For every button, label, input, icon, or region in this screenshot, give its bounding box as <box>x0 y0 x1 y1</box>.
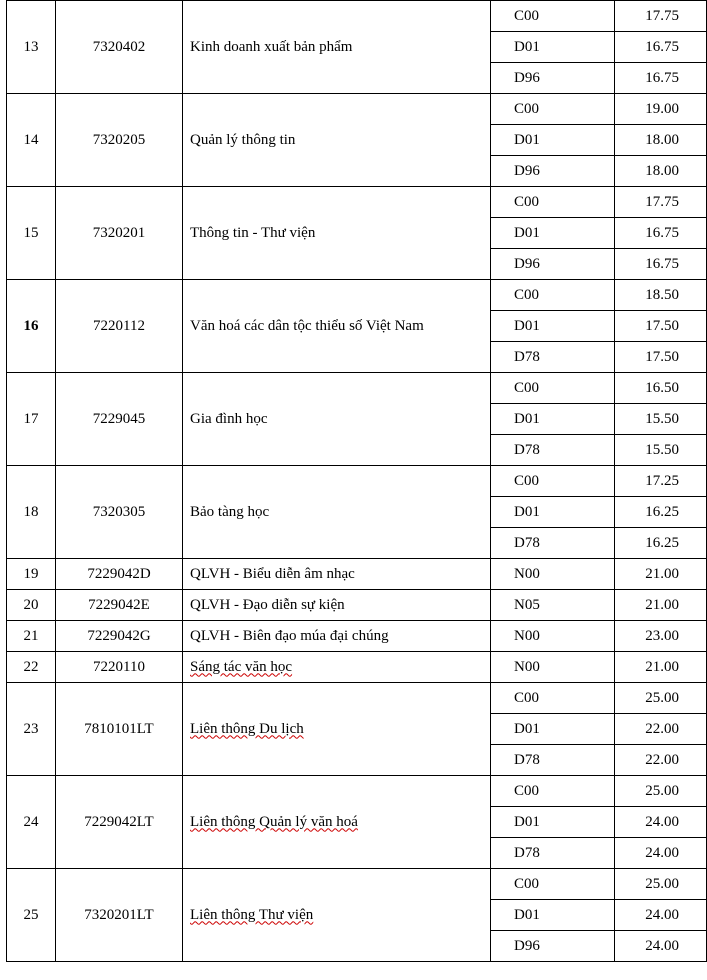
benchmark-score: 18.00 <box>615 125 707 156</box>
benchmark-score: 21.00 <box>615 652 707 683</box>
benchmark-score: 16.75 <box>615 218 707 249</box>
row-number: 16 <box>7 280 56 373</box>
benchmark-score: 23.00 <box>615 621 707 652</box>
subject-combination: C00 <box>491 1 615 32</box>
major-code: 7320205 <box>56 94 183 187</box>
major-code: 7220112 <box>56 280 183 373</box>
major-name <box>183 280 491 373</box>
benchmark-score: 16.50 <box>615 373 707 404</box>
table-row <box>7 621 707 652</box>
benchmark-score: 25.00 <box>615 776 707 807</box>
table-row <box>7 373 707 404</box>
major-name-text: Liên thông Quản lý văn hoá <box>190 813 358 830</box>
subject-combination: D01 <box>491 311 615 342</box>
row-number: 25 <box>7 869 56 962</box>
subject-combination: D78 <box>491 435 615 466</box>
major-name <box>183 373 491 466</box>
benchmark-score: 17.75 <box>615 1 707 32</box>
benchmark-score: 16.25 <box>615 528 707 559</box>
subject-combination: C00 <box>491 466 615 497</box>
major-name <box>183 559 491 590</box>
subject-combination: D78 <box>491 528 615 559</box>
benchmark-score: 25.00 <box>615 683 707 714</box>
subject-combination: N05 <box>491 590 615 621</box>
row-number: 13 <box>7 1 56 94</box>
subject-combination: D01 <box>491 714 615 745</box>
row-number: 14 <box>7 94 56 187</box>
major-name-text: Bảo tàng học <box>190 503 270 520</box>
subject-combination: D01 <box>491 32 615 63</box>
major-name-text: Liên thông Du lịch <box>190 720 304 737</box>
major-name-text: Văn hoá các dân tộc thiểu số Việt Nam <box>190 317 424 334</box>
row-number: 20 <box>7 590 56 621</box>
subject-combination: C00 <box>491 187 615 218</box>
row-number: 17 <box>7 373 56 466</box>
benchmark-score: 25.00 <box>615 869 707 900</box>
benchmark-score: 24.00 <box>615 807 707 838</box>
subject-combination: D78 <box>491 745 615 776</box>
major-name <box>183 187 491 280</box>
subject-combination: C00 <box>491 373 615 404</box>
table-row <box>7 683 707 714</box>
benchmark-score: 16.25 <box>615 497 707 528</box>
subject-combination: N00 <box>491 652 615 683</box>
table-row <box>7 280 707 311</box>
row-number: 18 <box>7 466 56 559</box>
subject-combination: D96 <box>491 249 615 280</box>
subject-combination: D78 <box>491 838 615 869</box>
subject-combination: N00 <box>491 621 615 652</box>
table-row <box>7 869 707 900</box>
benchmark-score: 15.50 <box>615 435 707 466</box>
table-row <box>7 559 707 590</box>
benchmark-score: 15.50 <box>615 404 707 435</box>
major-name-text: Quản lý thông tin <box>190 131 296 148</box>
major-name-text: Sáng tác văn học <box>190 658 293 675</box>
major-name-text: Thông tin - Thư viện <box>190 224 316 241</box>
table-row <box>7 94 707 125</box>
major-name-text: Kinh doanh xuất bản phẩm <box>190 38 353 55</box>
subject-combination: C00 <box>491 94 615 125</box>
major-name <box>183 466 491 559</box>
benchmark-score: 22.00 <box>615 745 707 776</box>
row-number: 22 <box>7 652 56 683</box>
major-code: 7220110 <box>56 652 183 683</box>
benchmark-score: 19.00 <box>615 94 707 125</box>
row-number: 19 <box>7 559 56 590</box>
major-code: 7320305 <box>56 466 183 559</box>
table-body <box>7 1 707 962</box>
table-row <box>7 1 707 32</box>
benchmark-score: 21.00 <box>615 590 707 621</box>
benchmark-score: 21.00 <box>615 559 707 590</box>
row-number: 21 <box>7 621 56 652</box>
subject-combination: D96 <box>491 156 615 187</box>
row-number: 23 <box>7 683 56 776</box>
row-number: 15 <box>7 187 56 280</box>
major-name <box>183 869 491 962</box>
subject-combination: D01 <box>491 218 615 249</box>
major-name <box>183 1 491 94</box>
benchmark-score: 24.00 <box>615 931 707 962</box>
table-row <box>7 776 707 807</box>
major-name-text: Gia đình học <box>190 410 268 427</box>
major-code: 7810101LT <box>56 683 183 776</box>
benchmark-score: 16.75 <box>615 249 707 280</box>
benchmark-score: 17.75 <box>615 187 707 218</box>
subject-combination: C00 <box>491 683 615 714</box>
table-row <box>7 187 707 218</box>
subject-combination: C00 <box>491 869 615 900</box>
benchmark-score: 24.00 <box>615 838 707 869</box>
subject-combination: D96 <box>491 931 615 962</box>
subject-combination: D01 <box>491 497 615 528</box>
subject-combination: D78 <box>491 342 615 373</box>
benchmark-score: 24.00 <box>615 900 707 931</box>
major-name <box>183 590 491 621</box>
major-name <box>183 776 491 869</box>
benchmark-score: 22.00 <box>615 714 707 745</box>
subject-combination: C00 <box>491 776 615 807</box>
benchmark-score: 16.75 <box>615 63 707 94</box>
major-name <box>183 621 491 652</box>
benchmark-score: 16.75 <box>615 32 707 63</box>
subject-combination: C00 <box>491 280 615 311</box>
major-code: 7320201LT <box>56 869 183 962</box>
table-row <box>7 466 707 497</box>
subject-combination: D96 <box>491 63 615 94</box>
admission-score-table <box>6 0 707 962</box>
subject-combination: D01 <box>491 125 615 156</box>
major-name <box>183 683 491 776</box>
benchmark-score: 18.00 <box>615 156 707 187</box>
major-code: 7320402 <box>56 1 183 94</box>
major-code: 7229042E <box>56 590 183 621</box>
major-name-text: QLVH - Biểu diễn âm nhạc <box>190 565 355 582</box>
benchmark-score: 17.50 <box>615 311 707 342</box>
subject-combination: N00 <box>491 559 615 590</box>
table-row <box>7 590 707 621</box>
major-code: 7229045 <box>56 373 183 466</box>
subject-combination: D01 <box>491 900 615 931</box>
major-code: 7229042LT <box>56 776 183 869</box>
benchmark-score: 17.25 <box>615 466 707 497</box>
major-code: 7229042D <box>56 559 183 590</box>
subject-combination: D01 <box>491 404 615 435</box>
admission-score-document <box>6 0 679 962</box>
row-number: 24 <box>7 776 56 869</box>
major-name <box>183 652 491 683</box>
major-code: 7229042G <box>56 621 183 652</box>
major-name-text: QLVH - Biên đạo múa đại chúng <box>190 627 389 644</box>
major-name-text: Liên thông Thư viện <box>190 906 314 923</box>
major-code: 7320201 <box>56 187 183 280</box>
subject-combination: D01 <box>491 807 615 838</box>
table-row <box>7 652 707 683</box>
benchmark-score: 18.50 <box>615 280 707 311</box>
major-name <box>183 94 491 187</box>
major-name-text: QLVH - Đạo diễn sự kiện <box>190 596 345 613</box>
benchmark-score: 17.50 <box>615 342 707 373</box>
